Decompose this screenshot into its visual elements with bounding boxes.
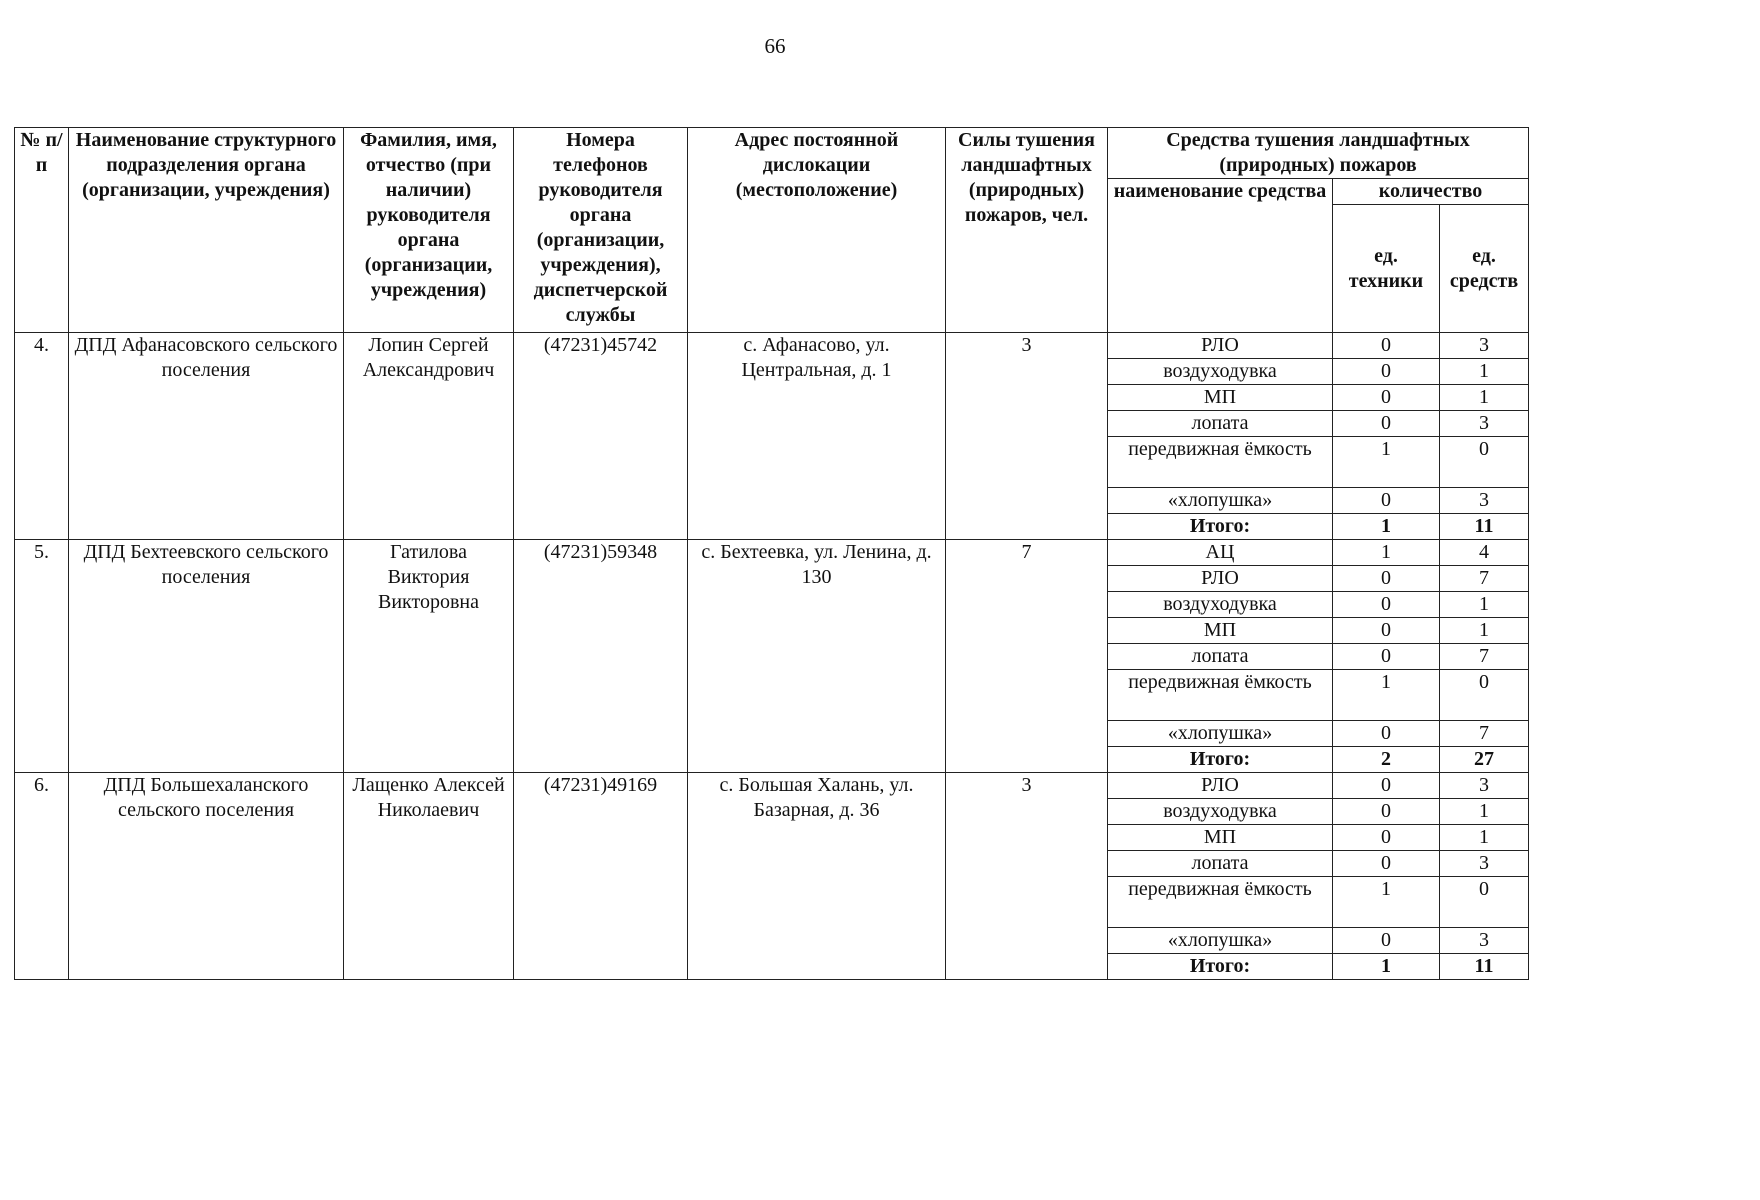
cell-phone: (47231)45742 bbox=[514, 333, 688, 540]
cell-means-name: МП bbox=[1108, 385, 1333, 411]
cell-equipment-units: 0 bbox=[1333, 592, 1440, 618]
cell-means-units: 3 bbox=[1440, 488, 1529, 514]
header-quantity: количество bbox=[1333, 179, 1529, 205]
cell-equipment-units: 0 bbox=[1333, 851, 1440, 877]
header-unit-name: Наименование структурного подразделения органа (организации, учреждения) bbox=[69, 128, 344, 333]
cell-means-units: 7 bbox=[1440, 721, 1529, 747]
cell-total-equipment: 1 bbox=[1333, 514, 1440, 540]
cell-means-name: лопата bbox=[1108, 411, 1333, 437]
cell-equipment-units: 1 bbox=[1333, 670, 1440, 721]
cell-means-name: лопата bbox=[1108, 851, 1333, 877]
cell-equipment-units: 0 bbox=[1333, 411, 1440, 437]
cell-head-name: Лопин Сергей Александрович bbox=[344, 333, 514, 540]
cell-total-equipment: 1 bbox=[1333, 954, 1440, 980]
cell-means-units: 1 bbox=[1440, 385, 1529, 411]
header-equipment-units: ед. техники bbox=[1333, 205, 1440, 333]
header-forces: Силы тушения ландшафтных (природных) пожаров, чел. bbox=[946, 128, 1108, 333]
table-row bbox=[15, 773, 1529, 799]
cell-means-units: 3 bbox=[1440, 773, 1529, 799]
cell-total-label: Итого: bbox=[1108, 954, 1333, 980]
cell-total-means: 11 bbox=[1440, 954, 1529, 980]
cell-equipment-units: 0 bbox=[1333, 618, 1440, 644]
cell-means-name: РЛО bbox=[1108, 566, 1333, 592]
cell-address: с. Большая Халань, ул. Базарная, д. 36 bbox=[688, 773, 946, 980]
cell-means-name: «хлопушка» bbox=[1108, 488, 1333, 514]
cell-means-units: 1 bbox=[1440, 592, 1529, 618]
cell-means-name: «хлопушка» bbox=[1108, 928, 1333, 954]
cell-equipment-units: 0 bbox=[1333, 799, 1440, 825]
cell-total-label: Итого: bbox=[1108, 514, 1333, 540]
cell-unit-name: ДПД Афанасовского сельского поселения bbox=[69, 333, 344, 540]
cell-num: 5. bbox=[15, 540, 69, 773]
cell-means-units: 3 bbox=[1440, 411, 1529, 437]
header-means-units: ед. средств bbox=[1440, 205, 1529, 333]
cell-means-name: передвижная ёмкость bbox=[1108, 877, 1333, 928]
header-means-group: Средства тушения ландшафтных (природных) пожаров bbox=[1108, 128, 1529, 179]
cell-equipment-units: 1 bbox=[1333, 437, 1440, 488]
cell-means-units: 1 bbox=[1440, 618, 1529, 644]
cell-means-name: МП bbox=[1108, 825, 1333, 851]
cell-means-name: воздуходувка bbox=[1108, 592, 1333, 618]
cell-equipment-units: 0 bbox=[1333, 928, 1440, 954]
cell-equipment-units: 0 bbox=[1333, 566, 1440, 592]
cell-means-name: РЛО bbox=[1108, 773, 1333, 799]
cell-means-units: 3 bbox=[1440, 851, 1529, 877]
cell-means-name: «хлопушка» bbox=[1108, 721, 1333, 747]
cell-equipment-units: 1 bbox=[1333, 540, 1440, 566]
cell-means-name: передвижная ёмкость bbox=[1108, 670, 1333, 721]
cell-means-units: 3 bbox=[1440, 928, 1529, 954]
cell-total-means: 11 bbox=[1440, 514, 1529, 540]
cell-head-name: Лащенко Алексей Николаевич bbox=[344, 773, 514, 980]
header-phones: Номера телефонов руководителя органа (организации, учреждения), диспетчерской службы bbox=[514, 128, 688, 333]
cell-means-units: 1 bbox=[1440, 799, 1529, 825]
cell-means-name: воздуходувка bbox=[1108, 359, 1333, 385]
cell-means-units: 3 bbox=[1440, 333, 1529, 359]
cell-means-units: 1 bbox=[1440, 825, 1529, 851]
table-row bbox=[15, 333, 1529, 359]
cell-phone: (47231)49169 bbox=[514, 773, 688, 980]
cell-head-name: Гатилова Виктория Викторовна bbox=[344, 540, 514, 773]
cell-means-units: 0 bbox=[1440, 670, 1529, 721]
header-address: Адрес постоянной дислокации (местоположение) bbox=[688, 128, 946, 333]
page-number: 66 bbox=[764, 34, 786, 58]
cell-num: 4. bbox=[15, 333, 69, 540]
header-means-name: наименование средства bbox=[1108, 179, 1333, 333]
cell-means-units: 1 bbox=[1440, 359, 1529, 385]
cell-equipment-units: 0 bbox=[1333, 644, 1440, 670]
cell-equipment-units: 0 bbox=[1333, 773, 1440, 799]
cell-means-units: 0 bbox=[1440, 877, 1529, 928]
cell-equipment-units: 0 bbox=[1333, 359, 1440, 385]
header-head-name: Фамилия, имя, отчество (при наличии) руководителя органа (организации, учреждения) bbox=[344, 128, 514, 333]
cell-equipment-units: 0 bbox=[1333, 721, 1440, 747]
cell-phone: (47231)59348 bbox=[514, 540, 688, 773]
table-header bbox=[15, 128, 1529, 333]
cell-unit-name: ДПД Бехтеевского сельского поселения bbox=[69, 540, 344, 773]
cell-means-name: РЛО bbox=[1108, 333, 1333, 359]
cell-num: 6. bbox=[15, 773, 69, 980]
cell-means-name: передвижная ёмкость bbox=[1108, 437, 1333, 488]
cell-forces: 3 bbox=[946, 333, 1108, 540]
cell-total-equipment: 2 bbox=[1333, 747, 1440, 773]
cell-means-name: МП bbox=[1108, 618, 1333, 644]
cell-equipment-units: 0 bbox=[1333, 385, 1440, 411]
cell-means-units: 7 bbox=[1440, 644, 1529, 670]
cell-means-name: воздуходувка bbox=[1108, 799, 1333, 825]
cell-forces: 7 bbox=[946, 540, 1108, 773]
header-num: № п/п bbox=[15, 128, 69, 333]
cell-address: с. Бехтеевка, ул. Ленина, д. 130 bbox=[688, 540, 946, 773]
cell-means-units: 0 bbox=[1440, 437, 1529, 488]
table-row bbox=[15, 540, 1529, 566]
cell-forces: 3 bbox=[946, 773, 1108, 980]
cell-means-units: 4 bbox=[1440, 540, 1529, 566]
cell-total-means: 27 bbox=[1440, 747, 1529, 773]
cell-equipment-units: 0 bbox=[1333, 488, 1440, 514]
cell-total-label: Итого: bbox=[1108, 747, 1333, 773]
table-body bbox=[15, 333, 1529, 980]
cell-equipment-units: 1 bbox=[1333, 877, 1440, 928]
fire-resources-table bbox=[14, 127, 1529, 980]
cell-means-name: АЦ bbox=[1108, 540, 1333, 566]
cell-equipment-units: 0 bbox=[1333, 333, 1440, 359]
cell-means-units: 7 bbox=[1440, 566, 1529, 592]
cell-unit-name: ДПД Большехаланского сельского поселения bbox=[69, 773, 344, 980]
cell-means-name: лопата bbox=[1108, 644, 1333, 670]
cell-address: с. Афанасово, ул. Центральная, д. 1 bbox=[688, 333, 946, 540]
cell-equipment-units: 0 bbox=[1333, 825, 1440, 851]
